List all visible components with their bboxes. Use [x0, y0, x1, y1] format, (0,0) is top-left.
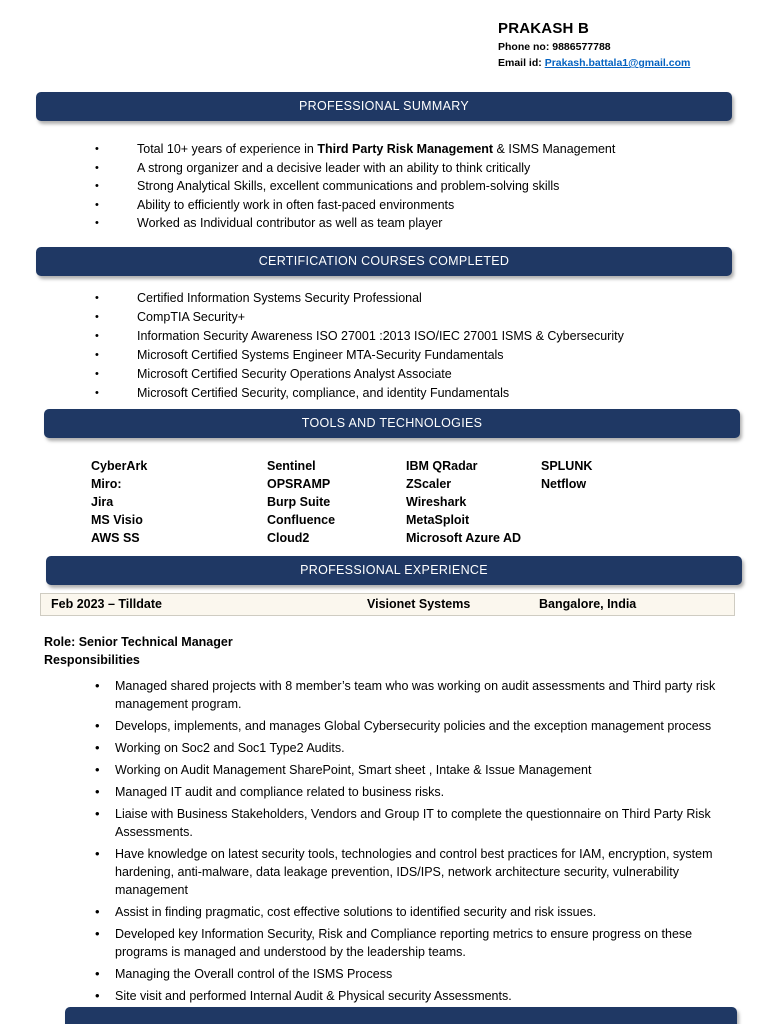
tool-item: OPSRAMP — [267, 476, 331, 491]
tool-item: Wireshark — [406, 494, 467, 509]
tool-item: Jira — [91, 494, 114, 509]
tool-item: Microsoft Azure AD — [406, 530, 522, 545]
summary-bullet: • A strong organizer and a decisive leader with an ability to think critically — [95, 159, 728, 178]
certification-bullet: • Microsoft Certified Security, compliance, and identity Fundamentals — [95, 384, 728, 403]
summary-bullet — [95, 140, 728, 159]
tool-item: MetaSploit — [406, 512, 470, 527]
responsibility-bullet: • Managing the Overall control of the ISMS Process — [95, 965, 728, 983]
responsibility-bullet: • Working on Soc2 and Soc1 Type2 Audits. — [95, 739, 728, 757]
certification-bullet: • Certified Information Systems Security Professional — [95, 289, 728, 308]
certification-bullet: • Microsoft Certified Security Operations Analyst Associate — [95, 365, 728, 384]
tool-item: ZScaler — [406, 476, 452, 491]
tool-item: Cloud2 — [267, 530, 310, 545]
tool-item: AWS SS — [91, 530, 140, 545]
email-label: Email id: — [498, 57, 545, 69]
responsibility-bullet: • Developed key Information Security, Risk and Compliance reporting metrics to ensure progress on these programs is managed and understood by the leadership teams. — [95, 925, 728, 961]
experience-dates: Feb 2023 – Tilldate — [51, 597, 162, 611]
tool-item: Sentinel — [267, 458, 316, 473]
responsibility-bullet: • Develops, implements, and manages Global Cybersecurity policies and the exception management process — [95, 717, 728, 735]
summary-bullet: • Ability to efficiently work in often fast-paced environments — [95, 196, 728, 215]
summary-bullet: • Strong Analytical Skills, excellent communications and problem-solving skills — [95, 177, 728, 196]
responsibility-bullet: • Liaise with Business Stakeholders, Vendors and Group IT to complete the questionnaire on Third Party Risk Assessments. — [95, 805, 728, 841]
experience-company: Visionet Systems — [367, 597, 471, 611]
responsibilities-list — [95, 677, 728, 1005]
candidate-name: PRAKASH B — [498, 20, 589, 37]
summary-bullet: • Worked as Individual contributor as well as team player — [95, 214, 728, 233]
tool-item: MS Visio — [91, 512, 143, 527]
tool-item: Netflow — [541, 476, 587, 491]
contact-header — [498, 20, 690, 69]
summary-bullet-text: Total 10+ years of experience in — [137, 142, 318, 156]
tool-item: Miro: — [91, 476, 122, 491]
responsibilities-label: Responsibilities — [44, 652, 140, 667]
tools-column-4 — [541, 457, 728, 547]
certification-bullet: • CompTIA Security+ — [95, 308, 728, 327]
tool-item: CyberArk — [91, 458, 148, 473]
responsibility-bullet: • Assist in finding pragmatic, cost effective solutions to identified security and risk issues. — [95, 903, 728, 921]
tools-column-3 — [406, 457, 541, 547]
section-banner-experience: PROFESSIONAL EXPERIENCE — [46, 556, 742, 585]
section-banner-summary: PROFESSIONAL SUMMARY — [36, 92, 732, 121]
email-line — [498, 57, 690, 69]
responsibility-bullet: • Have knowledge on latest security tools, technologies and control best practices for IAM, encryption, system hardening, anti-malware, data leakage prevention, IDS/IPS, network architecture security, vulnerability management — [95, 845, 728, 899]
responsibility-bullet: • Managed IT audit and compliance related to business risks. — [95, 783, 728, 801]
summary-bullet-bold: Third Party Risk Management — [317, 142, 494, 156]
tools-column-2 — [267, 457, 406, 547]
tools-grid — [91, 457, 728, 547]
tools-column-1 — [91, 457, 267, 547]
tool-item: Burp Suite — [267, 494, 331, 509]
section-banner-tools: TOOLS AND TECHNOLOGIES — [44, 409, 740, 438]
email-link[interactable]: Prakash.battala1@gmail.com — [544, 57, 691, 69]
role-block — [44, 633, 728, 669]
certification-bullet: • Information Security Awareness ISO 27001 :2013 ISO/IEC 27001 ISMS & Cybersecurity — [95, 327, 728, 346]
experience-header-row — [40, 593, 735, 616]
experience-location: Bangalore, India — [539, 597, 637, 611]
responsibility-bullet: • Site visit and performed Internal Audit & Physical security Assessments. — [95, 987, 728, 1005]
summary-list — [95, 140, 728, 233]
responsibility-bullet: • Working on Audit Management SharePoint, Smart sheet , Intake & Issue Management — [95, 761, 728, 779]
certification-bullet: • Microsoft Certified Systems Engineer MTA-Security Fundamentals — [95, 346, 728, 365]
certifications-list — [95, 289, 728, 403]
tool-item: SPLUNK — [541, 458, 593, 473]
tool-item: IBM QRadar — [406, 458, 478, 473]
summary-bullet-text: & ISMS Management — [493, 142, 616, 156]
next-section-banner-partial — [65, 1007, 737, 1024]
section-banner-certifications: CERTIFICATION COURSES COMPLETED — [36, 247, 732, 276]
role-title: Role: Senior Technical Manager — [44, 634, 233, 649]
phone-line: Phone no: 9886577788 — [498, 41, 611, 53]
tool-item: Confluence — [267, 512, 336, 527]
responsibility-bullet: • Managed shared projects with 8 member’s team who was working on audit assessments and Third party risk management program. — [95, 677, 728, 713]
